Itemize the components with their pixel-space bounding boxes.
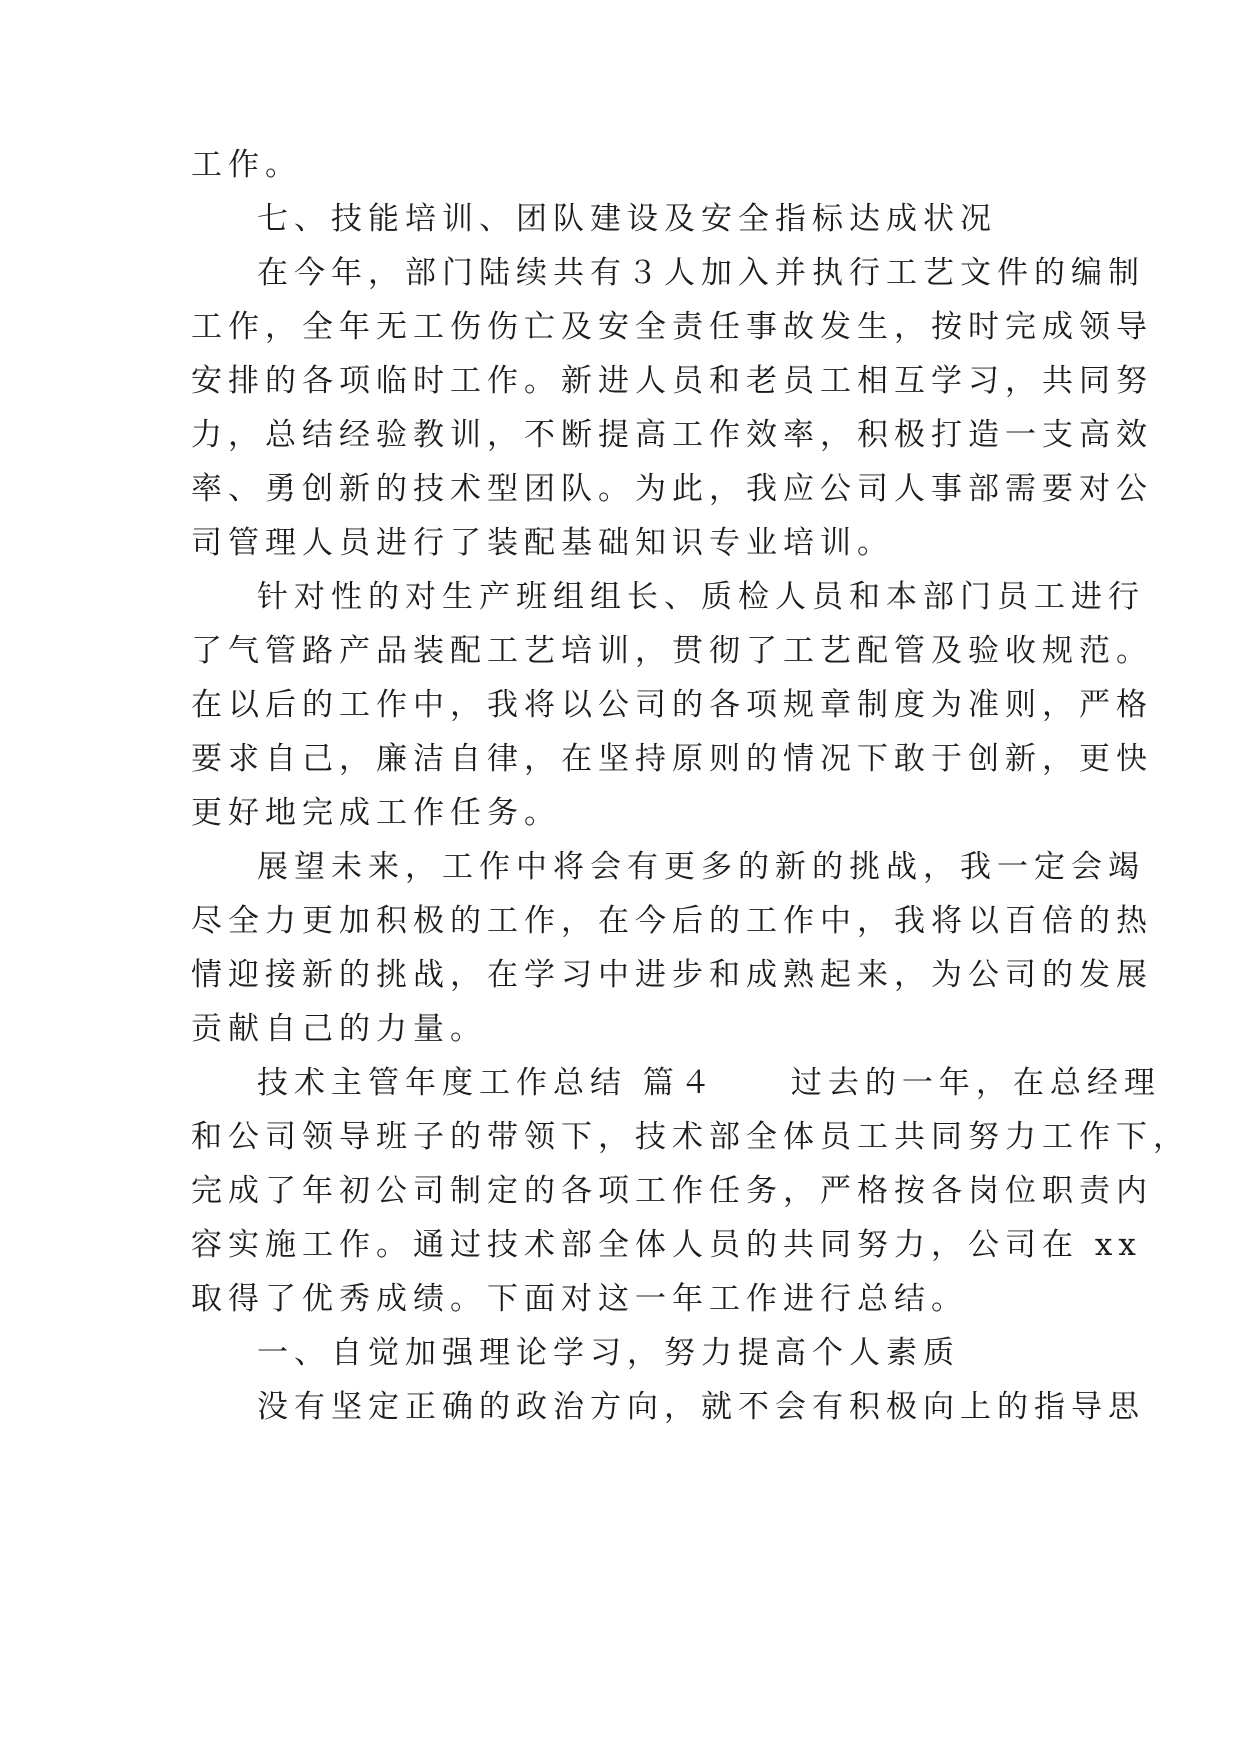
text-line-17: 贡献自己的力量。 <box>191 1011 487 1047</box>
text-line-9: 针对性的对生产班组组长、质检人员和本部门员工进行 <box>257 579 1145 615</box>
text-line-15: 尽全力更加积极的工作，在今后的工作中，我将以百倍的热 <box>191 903 1153 939</box>
text-line-16: 情迎接新的挑战，在学习中进步和成熟起来，为公司的发展 <box>191 957 1153 993</box>
text-line-11: 在以后的工作中，我将以公司的各项规章制度为准则，严格 <box>191 687 1153 723</box>
text-line-5: 安排的各项临时工作。新进人员和老员工相互学习，共同努 <box>191 363 1153 399</box>
text-line-21: 容实施工作。通过技术部全体人员的共同努力，公司在 xx <box>191 1227 1142 1263</box>
text-line-20: 完成了年初公司制定的各项工作任务，严格按各岗位职责内 <box>191 1173 1153 1209</box>
text-line-6: 力，总结经验教训，不断提高工作效率，积极打造一支高效 <box>191 417 1153 453</box>
text-line-24: 没有坚定正确的政治方向，就不会有积极向上的指导思 <box>257 1389 1145 1425</box>
text-line-22: 取得了优秀成绩。下面对这一年工作进行总结。 <box>191 1281 968 1317</box>
text-line-13: 更好地完成工作任务。 <box>191 795 561 831</box>
section-heading-7: 七、技能培训、团队建设及安全指标达成状况 <box>257 201 997 237</box>
text-line-3: 在今年，部门陆续共有３人加入并执行工艺文件的编制 <box>257 255 1145 291</box>
text-line-12: 要求自己，廉洁自律，在坚持原则的情况下敢于创新，更快 <box>191 741 1153 777</box>
section-heading-1: 一、自觉加强理论学习，努力提高个人素质 <box>257 1335 960 1371</box>
text-line-7: 率、勇创新的技术型团队。为此，我应公司人事部需要对公 <box>191 471 1153 507</box>
article-title-line: 技术主管年度工作总结 篇４ 过去的一年，在总经理 <box>257 1065 1161 1101</box>
text-line-19: 和公司领导班子的带领下，技术部全体员工共同努力工作下， <box>191 1119 1190 1155</box>
text-line-8: 司管理人员进行了装配基础知识专业培训。 <box>191 525 894 561</box>
text-line-10: 了气管路产品装配工艺培训，贯彻了工艺配管及验收规范。 <box>191 633 1153 669</box>
text-line-4: 工作，全年无工伤伤亡及安全责任事故发生，按时完成领导 <box>191 309 1153 345</box>
text-line-14: 展望未来，工作中将会有更多的新的挑战，我一定会竭 <box>257 849 1145 885</box>
text-line-1: 工作。 <box>191 147 302 183</box>
